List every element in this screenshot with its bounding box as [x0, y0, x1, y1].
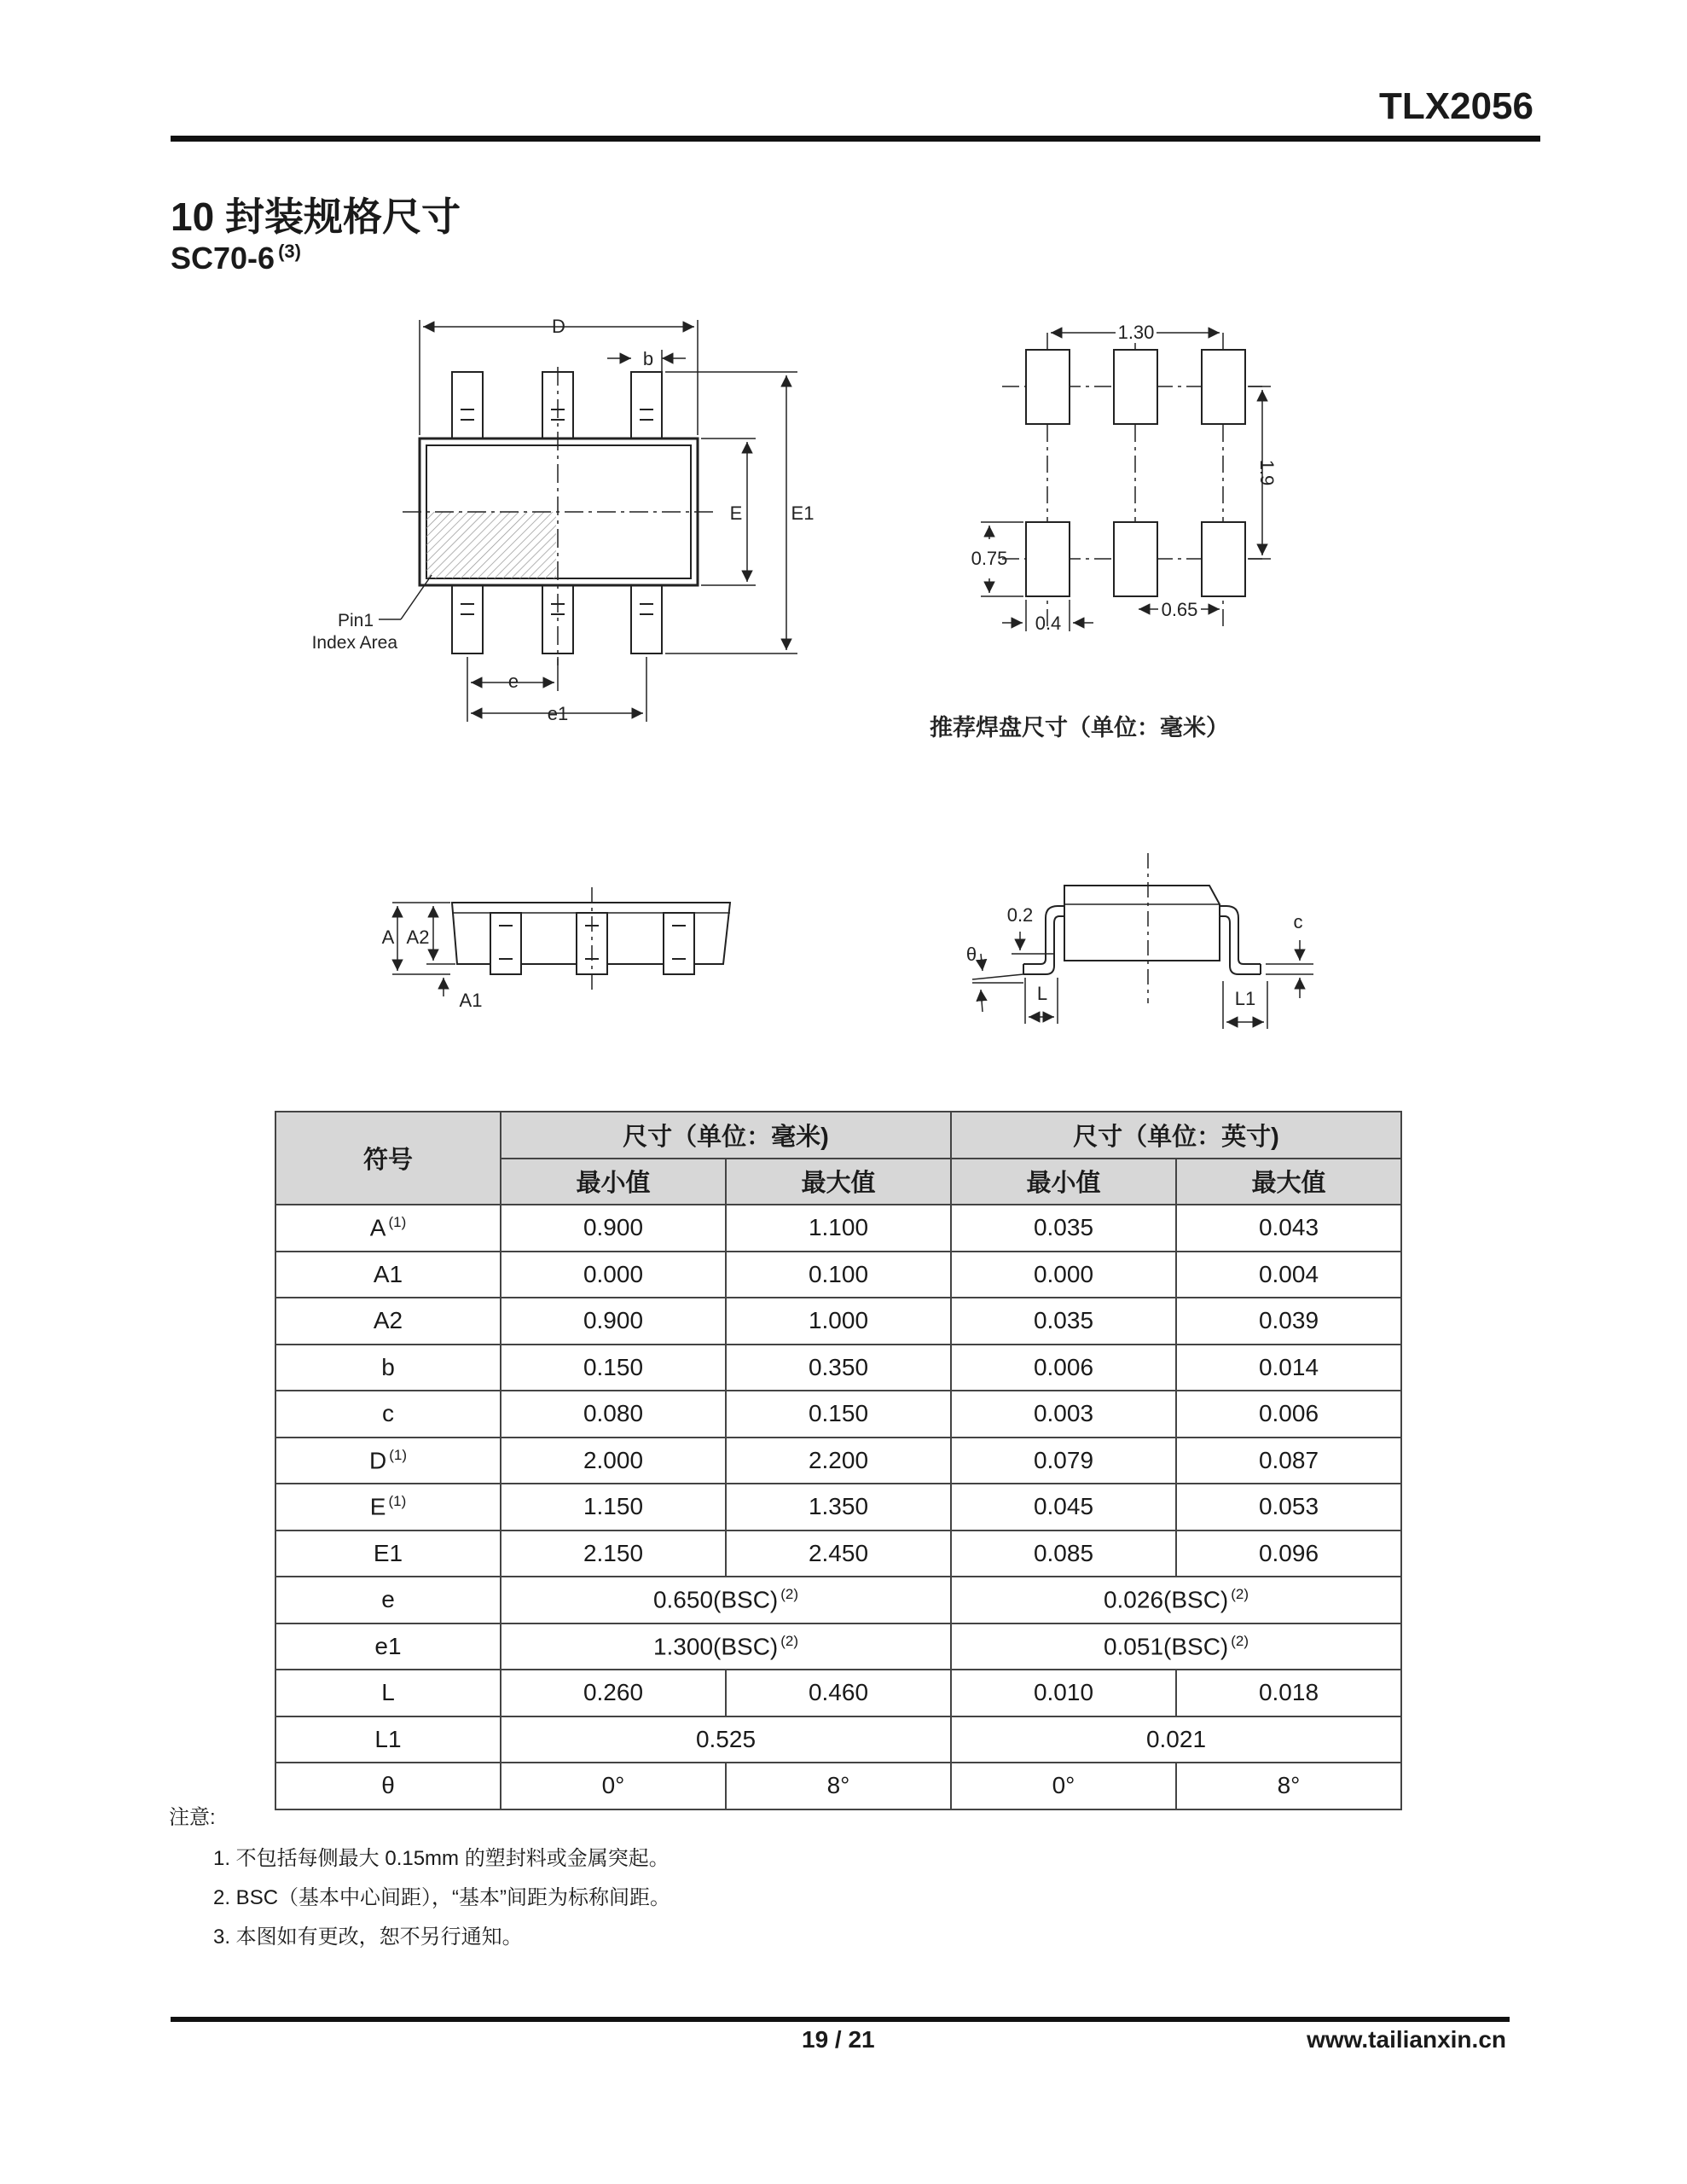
- dim-label-e: e: [507, 671, 519, 692]
- symbol-text: A: [369, 1214, 386, 1241]
- table-row: [275, 1484, 1401, 1531]
- cell-in-min: 0.085: [951, 1531, 1176, 1577]
- pad-dim-1-30: 1.30: [1117, 322, 1155, 343]
- cell-mm-min: 0.900: [501, 1298, 726, 1345]
- cell-in-max: 0.006: [1176, 1391, 1401, 1438]
- cell-mm-max: 0.350: [726, 1345, 951, 1391]
- bsc-value: 0.026(BSC): [1103, 1586, 1229, 1613]
- cell-in-min: 0.010: [951, 1670, 1176, 1716]
- package-label: SC70-6: [171, 241, 275, 276]
- cell-mm-max: 1.000: [726, 1298, 951, 1345]
- cell-mm-min: 0.150: [501, 1345, 726, 1391]
- symbol-note: (1): [388, 1214, 407, 1231]
- cell-mm-ref: 0.525: [501, 1716, 951, 1763]
- cell-mm-max: 2.450: [726, 1531, 951, 1577]
- cell-in-max: 0.004: [1176, 1252, 1401, 1298]
- bsc-note: (2): [1231, 1586, 1249, 1603]
- cell-mm-max: 0.460: [726, 1670, 951, 1716]
- header-inch: 尺寸（单位：英寸): [951, 1112, 1401, 1159]
- dim-label-e1: e1: [547, 703, 569, 724]
- cell-symbol: c: [275, 1391, 501, 1438]
- cell-mm-max: 1.100: [726, 1205, 951, 1252]
- cell-symbol: θ: [275, 1763, 501, 1809]
- cell-symbol: L1: [275, 1716, 501, 1763]
- notes-label: 注意:: [169, 1806, 216, 1829]
- table-row: [275, 1205, 1401, 1252]
- pad-dim-1-9: 1.9: [1256, 459, 1278, 486]
- cell-mm-max: 8°: [726, 1763, 951, 1809]
- dim-label-E1: E1: [791, 502, 815, 524]
- cell-mm-min: 2.150: [501, 1531, 726, 1577]
- note-item: 3. 本图如有更改，恕不另行通知。: [213, 1926, 523, 1949]
- symbol-text: E: [369, 1493, 386, 1520]
- dim-label-L: L: [1036, 983, 1048, 1004]
- website-link[interactable]: www.tailianxin.cn: [1307, 2026, 1506, 2053]
- bsc-note: (2): [780, 1632, 799, 1649]
- table-row: [275, 1577, 1401, 1623]
- dim-label-L1: L1: [1234, 988, 1256, 1009]
- cell-symbol: [275, 1205, 501, 1252]
- cell-in-max: 0.043: [1176, 1205, 1401, 1252]
- cell-in-min: 0.006: [951, 1345, 1176, 1391]
- note-item: 1. 不包括每侧最大 0.15mm 的塑封料或金属突起。: [213, 1847, 670, 1870]
- table-row: [275, 1531, 1401, 1577]
- front-view-drawing: [392, 887, 730, 996]
- dim-label-A1: A1: [459, 990, 483, 1011]
- dim-label-b: b: [642, 348, 654, 369]
- pad-dim-0-65: 0.65: [1161, 599, 1198, 620]
- footer-rule: [171, 2017, 1510, 2022]
- cell-symbol: L: [275, 1670, 501, 1716]
- cell-in-bsc: [951, 1577, 1401, 1623]
- table-row: [275, 1345, 1401, 1391]
- cell-symbol: e1: [275, 1623, 501, 1670]
- document-code: TLX2056: [1379, 85, 1533, 127]
- bsc-value: 0.650(BSC): [652, 1586, 779, 1613]
- bsc-note: (2): [780, 1586, 799, 1603]
- table-row: [275, 1716, 1401, 1763]
- pin1-index-label: Index Area: [311, 633, 397, 653]
- pad-layout-drawing: [981, 333, 1271, 631]
- header-mm: 尺寸（单位：毫米): [501, 1112, 951, 1159]
- dim-label-E: E: [729, 502, 743, 524]
- cell-in-min: 0.079: [951, 1438, 1176, 1484]
- cell-in-ref: 0.021: [951, 1716, 1401, 1763]
- table-row: [275, 1623, 1401, 1670]
- cell-mm-bsc: [501, 1577, 951, 1623]
- cell-mm-max: 2.200: [726, 1438, 951, 1484]
- cell-mm-min: 0.080: [501, 1391, 726, 1438]
- dim-label-0-2: 0.2: [1006, 904, 1034, 926]
- dim-label-A: A: [381, 926, 395, 948]
- symbol-note: (1): [389, 1446, 407, 1463]
- symbol-text: D: [368, 1446, 387, 1473]
- bsc-value: 1.300(BSC): [652, 1632, 779, 1659]
- cell-in-min: 0.003: [951, 1391, 1176, 1438]
- header-mm-max: 最大值: [726, 1159, 951, 1205]
- package-drawings: [0, 0, 1687, 1066]
- header-inch-max: 最大值: [1176, 1159, 1401, 1205]
- pad-caption: 推荐焊盘尺寸（单位：毫米）: [930, 715, 1229, 741]
- cell-mm-min: 1.150: [501, 1484, 726, 1531]
- dim-label-A2: A2: [406, 926, 430, 948]
- dim-label-theta: θ: [965, 944, 977, 965]
- side-view-drawing: [972, 853, 1313, 1029]
- cell-in-max: 8°: [1176, 1763, 1401, 1809]
- cell-symbol: A1: [275, 1252, 501, 1298]
- cell-mm-min: 0.900: [501, 1205, 726, 1252]
- header-inch-min: 最小值: [951, 1159, 1176, 1205]
- bsc-value: 0.051(BSC): [1103, 1632, 1229, 1659]
- cell-symbol: E1: [275, 1531, 501, 1577]
- cell-in-max: 0.087: [1176, 1438, 1401, 1484]
- header-mm-min: 最小值: [501, 1159, 726, 1205]
- table-row: [275, 1763, 1401, 1809]
- cell-in-max: 0.039: [1176, 1298, 1401, 1345]
- cell-in-bsc: [951, 1623, 1401, 1670]
- cell-symbol: [275, 1484, 501, 1531]
- cell-mm-min: 0.260: [501, 1670, 726, 1716]
- section-title: 10 封装规格尺寸: [171, 195, 461, 239]
- note-item: 2. BSC（基本中心间距），“基本”间距为标称间距。: [213, 1886, 671, 1909]
- table-row: [275, 1298, 1401, 1345]
- cell-in-min: 0.045: [951, 1484, 1176, 1531]
- table-row: [275, 1391, 1401, 1438]
- table-header-row: [275, 1112, 1401, 1159]
- dimension-table: [275, 1111, 1402, 1810]
- pad-dim-0-75: 0.75: [971, 548, 1008, 569]
- cell-mm-max: 0.150: [726, 1391, 951, 1438]
- dim-label-c: c: [1293, 911, 1303, 932]
- cell-in-max: 0.096: [1176, 1531, 1401, 1577]
- table-row: [275, 1252, 1401, 1298]
- header-symbol: 符号: [275, 1112, 501, 1205]
- cell-mm-bsc: [501, 1623, 951, 1670]
- cell-in-max: 0.018: [1176, 1670, 1401, 1716]
- table-row: [275, 1438, 1401, 1484]
- cell-in-min: 0°: [951, 1763, 1176, 1809]
- pad-dim-0-4: 0.4: [1035, 613, 1062, 634]
- cell-in-min: 0.035: [951, 1298, 1176, 1345]
- symbol-note: (1): [388, 1493, 407, 1510]
- cell-symbol: b: [275, 1345, 501, 1391]
- dim-label-D: D: [552, 316, 565, 337]
- cell-in-max: 0.014: [1176, 1345, 1401, 1391]
- cell-mm-max: 1.350: [726, 1484, 951, 1531]
- cell-in-min: 0.000: [951, 1252, 1176, 1298]
- cell-mm-max: 0.100: [726, 1252, 951, 1298]
- cell-mm-min: 0.000: [501, 1252, 726, 1298]
- cell-symbol: A2: [275, 1298, 501, 1345]
- cell-symbol: [275, 1438, 501, 1484]
- cell-in-max: 0.053: [1176, 1484, 1401, 1531]
- cell-mm-min: 0°: [501, 1763, 726, 1809]
- page-number: 19 / 21: [802, 2026, 875, 2053]
- cell-in-min: 0.035: [951, 1205, 1176, 1252]
- cell-mm-min: 2.000: [501, 1438, 726, 1484]
- cell-symbol: e: [275, 1577, 501, 1623]
- table-row: [275, 1670, 1401, 1716]
- bsc-note: (2): [1231, 1632, 1249, 1649]
- pin1-label: Pin1: [337, 611, 374, 630]
- package-note: (3): [278, 241, 301, 262]
